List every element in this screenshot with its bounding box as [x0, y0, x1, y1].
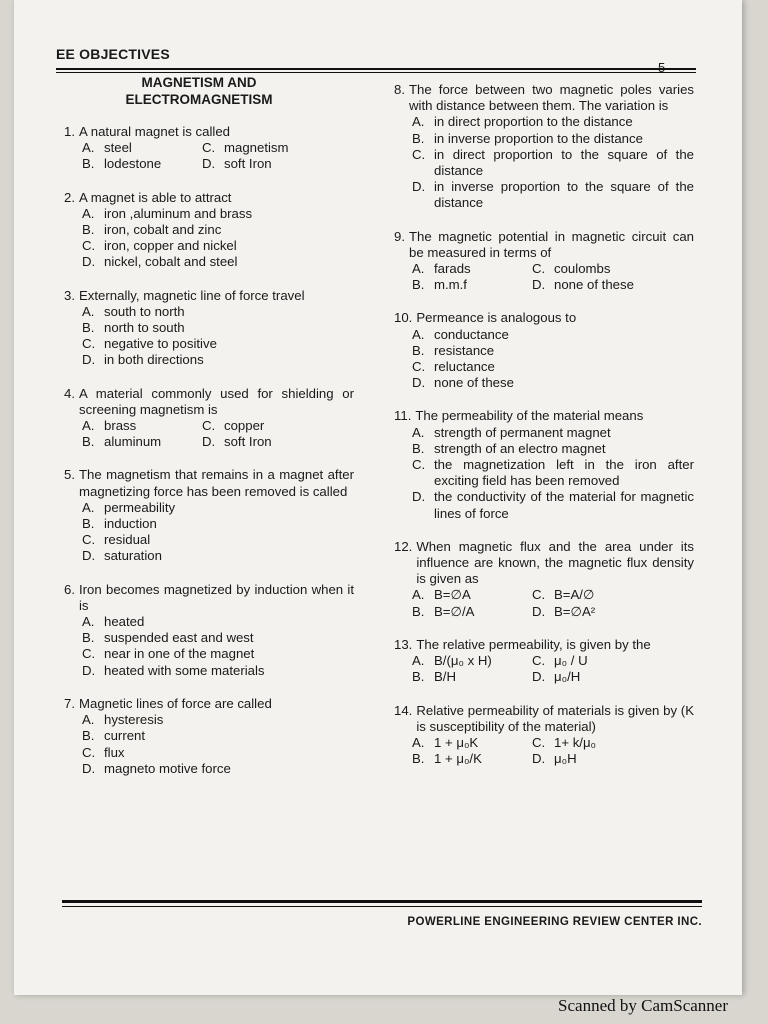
- answer-options: [64, 140, 354, 172]
- option-text: near in one of the magnet: [104, 646, 255, 662]
- option-text: B=A/∅: [554, 587, 595, 603]
- question-item: [394, 539, 694, 620]
- option-letter: C.: [412, 146, 426, 162]
- option-letter: A.: [412, 734, 425, 750]
- option-letter: A.: [412, 326, 425, 342]
- option-text: steel: [104, 140, 132, 156]
- answer-option: [82, 140, 202, 156]
- answer-options: [394, 114, 694, 211]
- question-item: [394, 408, 694, 521]
- option-letter: D.: [412, 375, 426, 391]
- option-letter: B.: [82, 728, 95, 744]
- answer-option: [82, 254, 354, 270]
- option-letter: A.: [412, 114, 425, 130]
- question-stem: [64, 696, 354, 712]
- option-letter: C.: [532, 734, 546, 750]
- answer-options: [64, 304, 354, 369]
- option-letter: B.: [82, 434, 95, 450]
- option-text: reluctance: [434, 359, 495, 375]
- option-letter: C.: [82, 238, 96, 254]
- footer-divider-thin: [62, 906, 702, 907]
- footer-divider: [62, 900, 702, 903]
- question-number: 4.: [64, 385, 75, 401]
- option-letter: D.: [82, 548, 96, 564]
- answer-option: [82, 304, 354, 320]
- option-letter: B.: [82, 156, 95, 172]
- option-text: conductance: [434, 326, 509, 342]
- option-letter: D.: [82, 352, 96, 368]
- question-text: A magnet is able to attract: [79, 189, 232, 205]
- answer-option: [412, 604, 532, 620]
- option-letter: B.: [412, 440, 425, 456]
- answer-option: [82, 206, 354, 222]
- answer-options: [394, 735, 694, 767]
- option-letter: C.: [82, 744, 96, 760]
- question-stem: [394, 637, 694, 653]
- option-text: μ₀ / U: [554, 653, 588, 669]
- option-letter: C.: [82, 532, 96, 548]
- question-item: [394, 703, 694, 768]
- question-text: The relative permeability, is given by the: [416, 636, 651, 652]
- question-item: [64, 288, 354, 369]
- answer-option: [82, 500, 354, 516]
- option-letter: A.: [412, 261, 425, 277]
- option-text: flux: [104, 744, 125, 760]
- option-text: 1 + μ₀/K: [434, 751, 482, 767]
- answer-option: [532, 277, 694, 293]
- answer-option: [532, 735, 694, 751]
- option-letter: A.: [412, 587, 425, 603]
- option-text: south to north: [104, 303, 185, 319]
- question-number: 1.: [64, 124, 75, 139]
- question-stem: [394, 82, 694, 114]
- question-item: [64, 386, 354, 451]
- option-text: farads: [434, 261, 471, 277]
- option-letter: B.: [82, 320, 95, 336]
- answer-options: [394, 327, 694, 392]
- option-letter: C.: [82, 336, 96, 352]
- question-text: Permeance is analogous to: [416, 310, 577, 326]
- option-letter: C.: [412, 457, 426, 473]
- option-text: induction: [104, 516, 157, 532]
- question-stem: [64, 582, 354, 614]
- answer-option: [82, 646, 354, 662]
- option-text: μ₀/H: [554, 669, 581, 685]
- option-letter: A.: [82, 140, 95, 156]
- answer-option: [82, 630, 354, 646]
- option-text: soft Iron: [224, 156, 272, 172]
- option-text: the conductivity of the material for magnetic lines of force: [434, 489, 694, 521]
- answer-option: [412, 375, 694, 391]
- option-text: none of these: [434, 375, 514, 391]
- question-text: A material commonly used for shielding or screening magnetism is: [79, 385, 354, 417]
- answer-option: [202, 156, 354, 172]
- question-number: 14.: [394, 702, 413, 718]
- question-number: 11.: [394, 408, 412, 424]
- question-text: The magnetism that remains in a magnet after magnetizing force has been removed is called: [79, 467, 354, 499]
- answer-option: [202, 140, 354, 156]
- question-stem: [64, 467, 354, 499]
- document-page: [14, 0, 742, 995]
- option-letter: A.: [82, 418, 95, 434]
- question-stem: [394, 310, 694, 326]
- option-text: brass: [104, 418, 137, 434]
- option-text: B=∅A: [434, 587, 471, 603]
- option-text: saturation: [104, 548, 162, 564]
- option-text: negative to positive: [104, 336, 217, 352]
- answer-option: [412, 327, 694, 343]
- answer-option: [82, 745, 354, 761]
- option-letter: D.: [82, 254, 96, 270]
- question-item: [64, 582, 354, 679]
- question-item: [64, 696, 354, 777]
- option-text: permeability: [104, 499, 176, 515]
- option-letter: B.: [412, 130, 425, 146]
- section-title: [94, 74, 304, 108]
- option-text: magneto motive force: [104, 760, 231, 776]
- option-text: in inverse proportion to the square of the distance: [434, 179, 694, 211]
- option-letter: A.: [412, 424, 425, 440]
- option-letter: A.: [82, 614, 95, 630]
- option-letter: C.: [202, 418, 216, 434]
- answer-options: [64, 206, 354, 271]
- option-letter: C.: [412, 359, 426, 375]
- option-text: iron, copper and nickel: [104, 238, 237, 254]
- question-stem: [394, 539, 694, 588]
- answer-option: [82, 712, 354, 728]
- scan-watermark: Scanned by CamScanner: [558, 996, 728, 1015]
- option-text: in direct proportion to the square of the distance: [434, 146, 694, 179]
- page-number: - 5 -: [650, 60, 674, 75]
- option-letter: D.: [532, 751, 546, 767]
- footer-publisher: POWERLINE ENGINEERING REVIEW CENTER INC.: [407, 916, 702, 928]
- answer-options: [394, 425, 694, 522]
- option-text: heated: [104, 614, 145, 630]
- option-text: north to south: [104, 320, 185, 336]
- option-letter: D.: [412, 179, 426, 195]
- answer-option: [412, 669, 532, 685]
- question-text: A natural magnet is called: [79, 124, 231, 139]
- answer-options: [64, 418, 354, 450]
- answer-option: [412, 441, 694, 457]
- answer-option: [532, 653, 694, 669]
- option-letter: A.: [82, 303, 95, 319]
- option-letter: B.: [412, 669, 425, 685]
- answer-options: [64, 712, 354, 777]
- answer-option: [82, 352, 354, 368]
- option-letter: B.: [82, 222, 95, 238]
- option-letter: B.: [412, 751, 425, 767]
- option-text: lodestone: [104, 156, 162, 172]
- question-stem: [64, 288, 354, 304]
- option-letter: D.: [202, 434, 216, 450]
- question-number: 7.: [64, 695, 75, 711]
- answer-options: [394, 587, 694, 619]
- answer-option: [82, 663, 354, 679]
- answer-option: [412, 179, 694, 211]
- question-stem: [394, 229, 694, 261]
- option-text: in inverse proportion to the distance: [434, 130, 643, 146]
- question-number: 8.: [394, 82, 405, 97]
- answer-option: [412, 489, 694, 521]
- question-number: 12.: [394, 538, 413, 554]
- option-text: strength of an electro magnet: [434, 440, 606, 456]
- option-letter: D.: [82, 760, 96, 776]
- option-text: μ₀H: [554, 751, 577, 767]
- option-text: current: [104, 728, 146, 744]
- question-number: 2.: [64, 189, 75, 205]
- option-letter: D.: [532, 603, 546, 619]
- option-letter: D.: [532, 669, 546, 685]
- section-title-line-1: MAGNETISM AND: [141, 75, 257, 90]
- option-text: hysteresis: [104, 712, 164, 728]
- option-letter: D.: [532, 277, 546, 293]
- right-question-column: [394, 82, 694, 784]
- option-letter: C.: [82, 646, 96, 662]
- option-text: resistance: [434, 342, 495, 358]
- question-text: The permeability of the material means: [415, 408, 644, 424]
- option-letter: D.: [82, 662, 96, 678]
- question-text: Iron becomes magnetized by induction when it is: [79, 581, 354, 613]
- left-question-column: [64, 124, 354, 794]
- answer-option: [532, 604, 694, 620]
- answer-option: [82, 548, 354, 564]
- answer-option: [202, 434, 354, 450]
- question-item: [394, 310, 694, 391]
- answer-option: [532, 261, 694, 277]
- option-text: B/H: [434, 669, 456, 685]
- answer-option: [412, 343, 694, 359]
- option-letter: D.: [412, 489, 426, 505]
- answer-options: [394, 261, 694, 293]
- answer-option: [532, 587, 694, 603]
- option-letter: A.: [412, 653, 425, 669]
- option-text: the magnetization left in the iron after exciting field has been removed: [434, 457, 694, 489]
- question-number: 3.: [64, 287, 75, 303]
- question-item: [64, 124, 354, 173]
- answer-option: [82, 156, 202, 172]
- option-text: none of these: [554, 277, 634, 293]
- answer-option: [82, 516, 354, 532]
- answer-options: [64, 614, 354, 679]
- answer-option: [412, 587, 532, 603]
- answer-option: [412, 653, 532, 669]
- answer-option: [82, 728, 354, 744]
- question-number: 13.: [394, 636, 413, 652]
- option-text: in both directions: [104, 352, 204, 368]
- answer-option: [412, 735, 532, 751]
- option-letter: C.: [532, 587, 546, 603]
- answer-options: [394, 653, 694, 685]
- option-letter: B.: [412, 603, 425, 619]
- question-text: When magnetic flux and the area under its influence are known, the magnetic flux density is given as: [416, 538, 694, 587]
- question-number: 5.: [64, 467, 75, 483]
- question-stem: [394, 703, 694, 735]
- answer-option: [82, 222, 354, 238]
- option-text: heated with some materials: [104, 662, 265, 678]
- option-text: magnetism: [224, 140, 289, 156]
- option-text: suspended east and west: [104, 630, 254, 646]
- answer-option: [532, 751, 694, 767]
- question-stem: [64, 386, 354, 418]
- answer-option: [82, 761, 354, 777]
- option-text: 1 + μ₀K: [434, 734, 479, 750]
- option-text: strength of permanent magnet: [434, 424, 611, 440]
- answer-option: [82, 320, 354, 336]
- option-letter: B.: [412, 342, 425, 358]
- answer-option: [82, 418, 202, 434]
- question-item: [394, 229, 694, 294]
- question-number: 10.: [394, 310, 413, 326]
- option-text: 1+ k/μ₀: [554, 734, 597, 750]
- option-letter: A.: [82, 712, 95, 728]
- option-text: B=∅A²: [554, 603, 596, 619]
- question-text: The magnetic potential in magnetic circuit can be measured in terms of: [409, 228, 694, 260]
- question-item: [64, 190, 354, 271]
- option-letter: C.: [202, 140, 216, 156]
- question-item: [64, 467, 354, 564]
- option-letter: A.: [82, 499, 95, 515]
- option-letter: B.: [82, 516, 95, 532]
- answer-option: [412, 114, 694, 130]
- answer-option: [532, 669, 694, 685]
- question-item: [394, 637, 694, 686]
- option-text: iron ,aluminum and brass: [104, 205, 253, 221]
- question-text: Externally, magnetic line of force travel: [79, 287, 305, 303]
- option-text: copper: [224, 418, 265, 434]
- option-text: residual: [104, 532, 151, 548]
- option-letter: B.: [412, 277, 425, 293]
- option-text: aluminum: [104, 434, 162, 450]
- question-number: 6.: [64, 581, 75, 597]
- option-text: B=∅/A: [434, 603, 475, 619]
- option-text: in direct proportion to the distance: [434, 114, 633, 130]
- answer-option: [82, 532, 354, 548]
- answer-option: [412, 261, 532, 277]
- option-letter: D.: [202, 156, 216, 172]
- answer-option: [412, 359, 694, 375]
- answer-option: [412, 425, 694, 441]
- question-stem: [64, 124, 354, 140]
- option-text: soft Iron: [224, 434, 272, 450]
- question-stem: [64, 190, 354, 206]
- answer-option: [412, 131, 694, 147]
- question-stem: [394, 408, 694, 424]
- header-divider: [56, 68, 696, 73]
- section-title-line-2: ELECTROMAGNETISM: [125, 92, 273, 107]
- question-text: The force between two magnetic poles varies with distance between them. The variation is: [409, 82, 694, 114]
- answer-option: [412, 457, 694, 489]
- answer-option: [412, 277, 532, 293]
- answer-options: [64, 500, 354, 565]
- option-letter: A.: [82, 205, 95, 221]
- header-title: EE OBJECTIVES: [56, 46, 170, 62]
- question-item: [394, 82, 694, 212]
- option-text: coulombs: [554, 261, 611, 277]
- answer-option: [412, 147, 694, 179]
- option-letter: B.: [82, 630, 95, 646]
- option-text: iron, cobalt and zinc: [104, 222, 222, 238]
- option-text: m.m.f: [434, 277, 467, 293]
- option-text: B/(μ₀ x H): [434, 653, 492, 669]
- answer-option: [412, 751, 532, 767]
- option-letter: C.: [532, 653, 546, 669]
- option-text: nickel, cobalt and steel: [104, 254, 238, 270]
- answer-option: [82, 336, 354, 352]
- question-text: Magnetic lines of force are called: [79, 695, 272, 711]
- answer-option: [82, 434, 202, 450]
- question-text: Relative permeability of materials is given by (K is susceptibility of the material): [416, 702, 694, 734]
- answer-option: [82, 614, 354, 630]
- answer-option: [82, 238, 354, 254]
- option-letter: C.: [532, 261, 546, 277]
- question-number: 9.: [394, 228, 405, 244]
- answer-option: [202, 418, 354, 434]
